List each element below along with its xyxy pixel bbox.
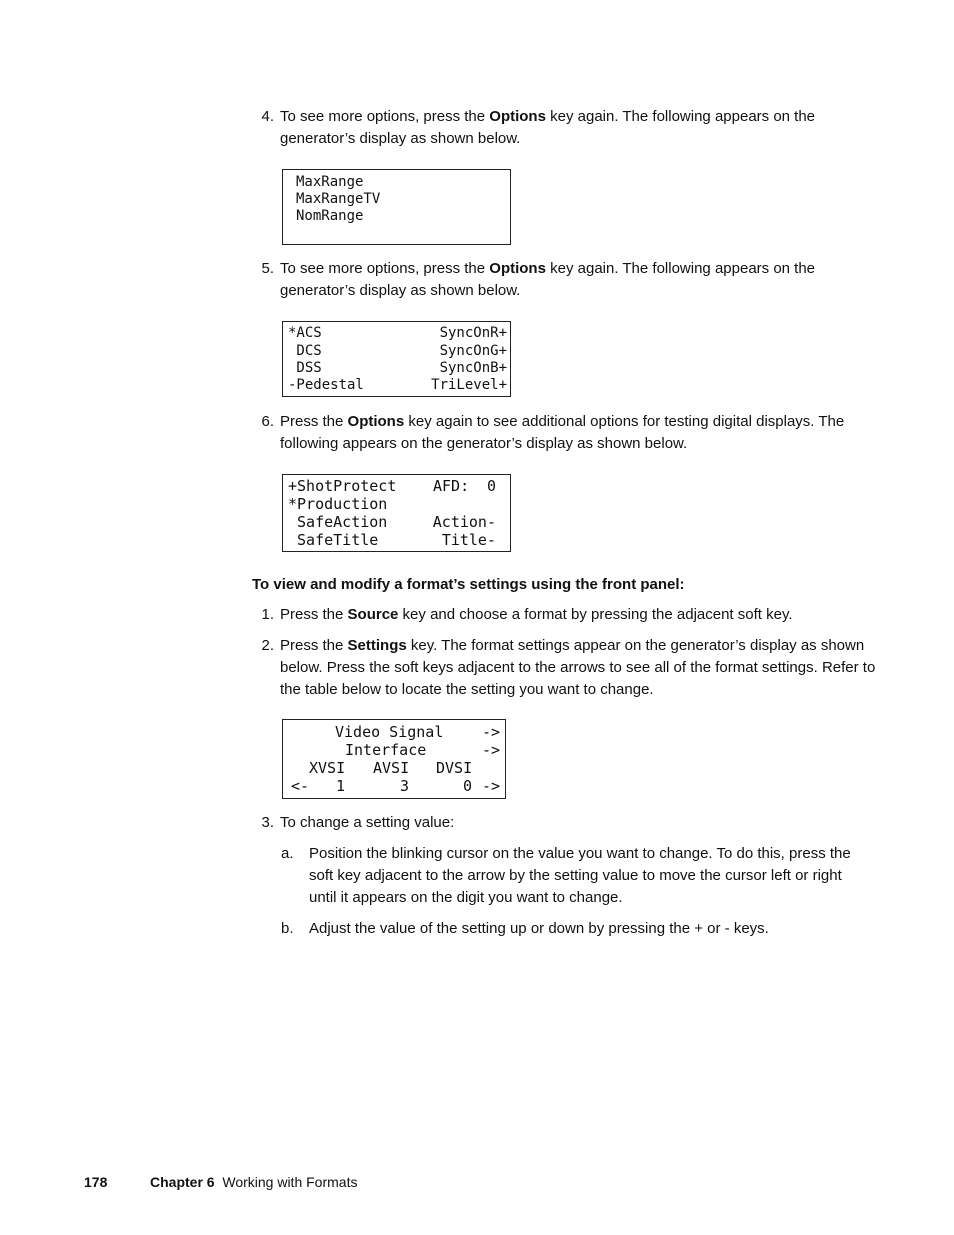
key-name: Options — [489, 108, 546, 125]
step-text-post: key. The format settings appear on the generator’s display as shown below. Press the soft keys adjacent to the arrows to see all of the format settings. Refer to the table below to locate the setting you want to change. — [280, 637, 876, 698]
afd-value: 0 — [486, 477, 496, 495]
step-3 — [256, 812, 876, 834]
running-footer — [150, 1174, 357, 1190]
arrow-right: -> — [481, 777, 500, 795]
step-6 — [256, 411, 876, 455]
step-text-post: key and choose a format by pressing the adjacent soft key. — [398, 606, 793, 623]
step-number: 3. — [261, 814, 274, 831]
display-line: Video Signal — [335, 723, 444, 741]
display-left: DSS — [288, 360, 322, 376]
display-right: SyncOnB+ — [439, 360, 507, 376]
key-name: Options — [489, 260, 546, 277]
display-2 — [282, 321, 511, 397]
arrow-right: -> — [481, 741, 500, 759]
step-number: 4. — [261, 108, 274, 125]
step-4 — [256, 106, 876, 150]
step-text-pre: Press the — [280, 413, 348, 430]
afd-label: AFD: — [433, 477, 470, 495]
step-text: To change a setting value: — [280, 814, 455, 831]
display-line: NomRange — [296, 208, 364, 224]
step-5 — [256, 258, 876, 302]
step-number: 6. — [261, 413, 274, 430]
arrow-left: <- — [291, 777, 310, 795]
display-left: +ShotProtect — [288, 477, 397, 495]
display-right: SyncOnR+ — [439, 325, 507, 341]
column-label: AVSI — [373, 759, 410, 777]
display-left: *Production — [288, 495, 388, 513]
column-value: 3 — [400, 777, 410, 795]
step-number: 5. — [261, 260, 274, 277]
page-number: 178 — [84, 1174, 108, 1190]
procedure-heading: To view and modify a format’s settings using the front panel: — [252, 576, 685, 593]
display-left: -Pedestal — [288, 377, 364, 393]
key-name: Settings — [347, 637, 407, 654]
substep-b — [281, 918, 871, 940]
step-text-post: key again. The following appears on the generator’s display as shown below. — [280, 260, 816, 299]
display-right: Title- — [441, 531, 496, 549]
substep-text: Adjust the value of the setting up or down by pressing the + or - keys. — [309, 920, 769, 937]
substep-text: Position the blinking cursor on the value you want to change. To do this, press the soft key adjacent to the arrow by the setting value to move the cursor left or right until it appears on the digit you want to change. — [309, 845, 851, 906]
key-name: Source — [347, 606, 399, 623]
display-1 — [282, 169, 511, 245]
display-3 — [282, 474, 511, 552]
chapter-label: Chapter 6 — [150, 1174, 215, 1190]
display-4 — [282, 719, 506, 799]
display-line: MaxRange — [296, 174, 364, 190]
step-text-post: key again to see additional options for testing digital displays. The following appears on the generator’s display as shown below. — [280, 413, 845, 452]
display-left: SafeAction — [288, 513, 388, 531]
arrow-right: -> — [481, 723, 500, 741]
step-1 — [256, 604, 876, 626]
display-left: *ACS — [288, 325, 322, 341]
step-number: 1. — [261, 606, 274, 623]
step-text-pre: Press the — [280, 637, 348, 654]
column-value: 1 — [336, 777, 346, 795]
chapter-title: Working with Formats — [222, 1174, 358, 1190]
step-number: 2. — [261, 637, 274, 654]
display-right: SyncOnG+ — [439, 343, 507, 359]
display-line: Interface — [345, 741, 427, 759]
substep-letter: a. — [281, 845, 294, 862]
substep-a — [281, 843, 871, 909]
display-left: DCS — [288, 343, 322, 359]
column-label: XVSI — [309, 759, 346, 777]
key-name: Options — [347, 413, 405, 430]
step-text-pre: To see more options, press the — [280, 108, 490, 125]
display-right: TriLevel+ — [431, 377, 507, 393]
column-label: DVSI — [436, 759, 473, 777]
step-text-pre: Press the — [280, 606, 348, 623]
step-text-pre: To see more options, press the — [280, 260, 490, 277]
step-2 — [256, 635, 876, 701]
step-text-post: key again. The following appears on the generator’s display as shown below. — [280, 108, 816, 147]
display-left: SafeTitle — [288, 531, 379, 549]
substep-letter: b. — [281, 920, 294, 937]
column-value: 0 — [463, 777, 473, 795]
display-right: Action- — [432, 513, 496, 531]
display-line: MaxRangeTV — [296, 191, 381, 207]
